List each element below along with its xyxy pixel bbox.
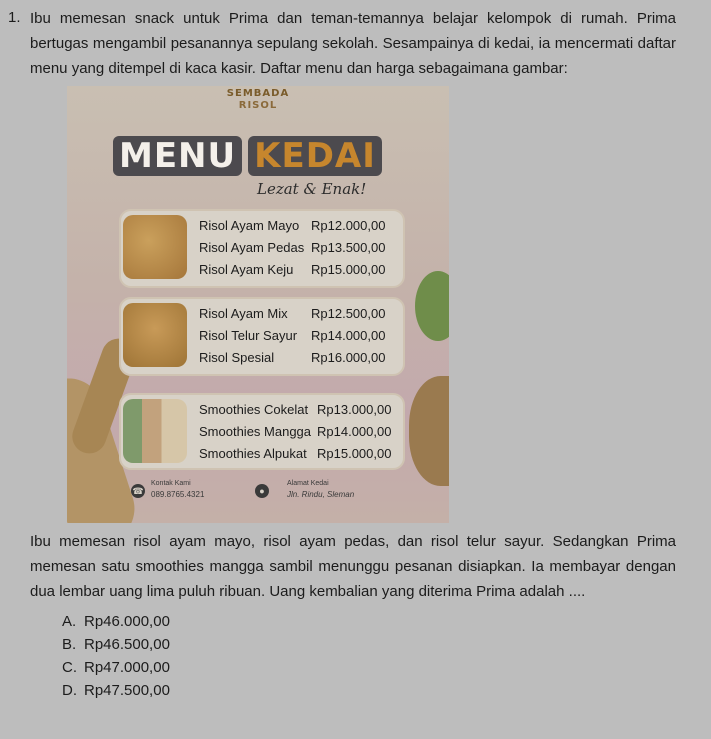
- menu-item: Risol Ayam Mix Rp12.500,00: [199, 306, 386, 321]
- menu-item: Risol Ayam Mayo Rp12.000,00: [199, 218, 386, 233]
- risol-photo: [123, 303, 187, 367]
- option-b[interactable]: B. Rp46.500,00: [62, 636, 170, 653]
- contact-info: [131, 476, 431, 508]
- address-value: Jln. Rindu, Sleman: [287, 490, 355, 499]
- option-a[interactable]: A. Rp46.000,00: [62, 613, 170, 630]
- risol-photo: [123, 215, 187, 279]
- lettuce-decoration: [415, 271, 449, 341]
- menu-item: Risol Spesial Rp16.000,00: [199, 350, 386, 365]
- answer-options: [62, 610, 170, 702]
- menu-item: Smoothies Alpukat Rp15.000,00: [199, 446, 392, 461]
- brand-line2: RISOL: [238, 100, 278, 111]
- menu-item: Risol Telur Sayur Rp14.000,00: [199, 328, 386, 343]
- title-menu: MENU: [113, 136, 242, 176]
- risol-decoration: [409, 376, 449, 486]
- menu-item: Smoothies Cokelat Rp13.000,00: [199, 402, 392, 417]
- address-label: Alamat Kedai: [287, 480, 329, 487]
- contact-phone: 089.8765.4321: [151, 490, 205, 499]
- poster-title: [113, 136, 382, 176]
- menu-card-risol-2: [119, 297, 405, 376]
- location-pin-icon: ●: [255, 484, 269, 498]
- smoothies-photo: [123, 399, 187, 463]
- menu-card-smoothies: [119, 393, 405, 470]
- option-c[interactable]: C. Rp47.000,00: [62, 659, 170, 676]
- menu-item: Risol Ayam Keju Rp15.000,00: [199, 262, 386, 277]
- option-d[interactable]: D. Rp47.500,00: [62, 682, 170, 699]
- contact-label: Kontak Kami: [151, 480, 191, 487]
- question-intro: Ibu memesan snack untuk Prima dan teman-temannya belajar kelompok di rumah. Prima bertugas mengambil pesanannya sepulang sekolah. Sesampainya di kedai, ia mencermati daftar menu yang ditempel di kaca kasir. Daftar menu dan harga sebagaimana gambar:: [30, 10, 676, 77]
- brand-line1: SEMBADA: [226, 88, 290, 99]
- question-prompt: Ibu memesan risol ayam mayo, risol ayam pedas, dan risol telur sayur. Sedangkan Prima memesan satu smoothies mangga sambil menunggu pesanan disiapkan. Ia membayar dengan dua lembar uang lima puluh ribuan. Uang kembalian yang diterima Prima adalah ....: [30, 533, 676, 600]
- question-number: 1.: [8, 9, 21, 26]
- menu-item: Smoothies Mangga Rp14.000,00: [199, 424, 392, 439]
- menu-item: Risol Ayam Pedas Rp13.500,00: [199, 240, 386, 255]
- title-kedai: KEDAI: [248, 136, 382, 176]
- menu-card-risol-1: [119, 209, 405, 288]
- tagline: Lezat & Enak!: [257, 180, 367, 198]
- brand-logo: [215, 88, 301, 112]
- phone-icon: ☎: [132, 486, 144, 496]
- menu-poster: [67, 86, 449, 523]
